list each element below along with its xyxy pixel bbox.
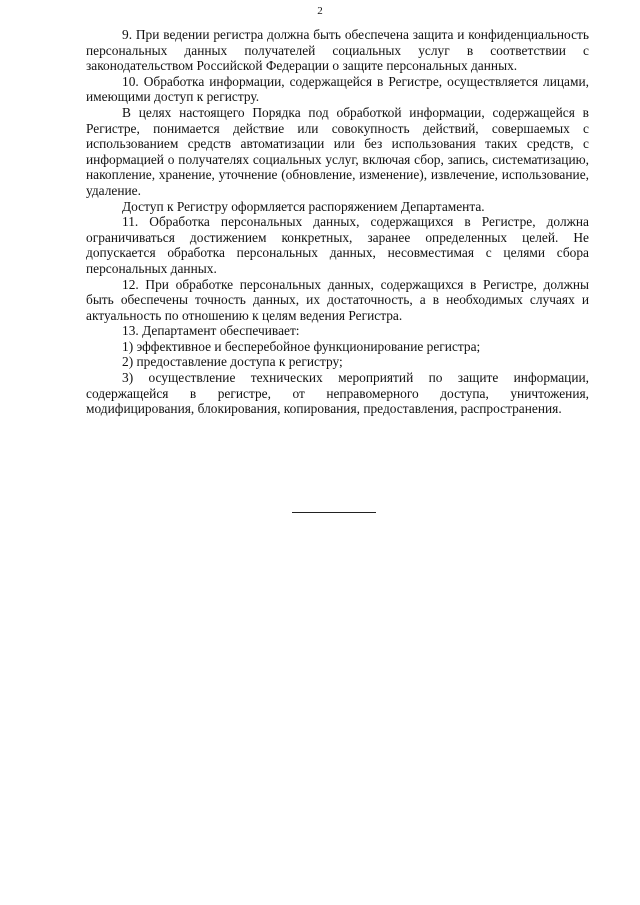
paragraph-13: 13. Департамент обеспечивает:	[122, 323, 300, 339]
paragraph-12: 12. При обработке персональных данных, содержащихся в Регистре, должны быть обеспечены точность данных, их достаточность, а в необходимых случаях и актуальность по отношению к целям ведения Регистра.	[86, 276, 589, 323]
paragraph-9: 9. При ведении регистра должна быть обеспечена защита и конфиденциальность персональных данных получателей социальных услуг в соответствии с законодательством Российской Федерации о защите персональных данных.	[86, 27, 589, 74]
end-separator-line	[292, 512, 376, 513]
paragraph-access: Доступ к Регистру оформляется распоряжением Департамента.	[122, 198, 485, 214]
list-item-3: 3) осуществление технических мероприятий по защите информации, содержащейся в регистре, от неправомерного доступа, уничтожения, модифицирования, блокирования, копирования, предоставления, распространения.	[86, 370, 589, 417]
document-body	[86, 27, 589, 417]
paragraph-10: 10. Обработка информации, содержащейся в Регистре, осуществляется лицами, имеющими доступ к регистру.	[86, 73, 589, 105]
list-item-2: 2) предоставление доступа к регистру;	[122, 354, 343, 370]
paragraph-11: 11. Обработка персональных данных, содержащихся в Регистре, должна ограничиваться достижением конкретных, заранее определенных целей. Не допускается обработка персональных данных, несовместимая с целями сбора персональных данных.	[86, 214, 589, 276]
list-item-1: 1) эффективное и бесперебойное функционирование регистра;	[122, 338, 481, 354]
page-number: 2	[317, 5, 323, 17]
paragraph-processing-definition: В целях настоящего Порядка под обработкой информации, содержащейся в Регистре, понимается действие или совокупность действий, совершаемых с использованием средств автоматизации или без использования таких средств, с информацией о получателях социальных услуг, включая сбор, запись, систематизацию, накопление, хранение, уточнение (обновление, изменение), извлечение, использование, удаление.	[86, 104, 589, 198]
